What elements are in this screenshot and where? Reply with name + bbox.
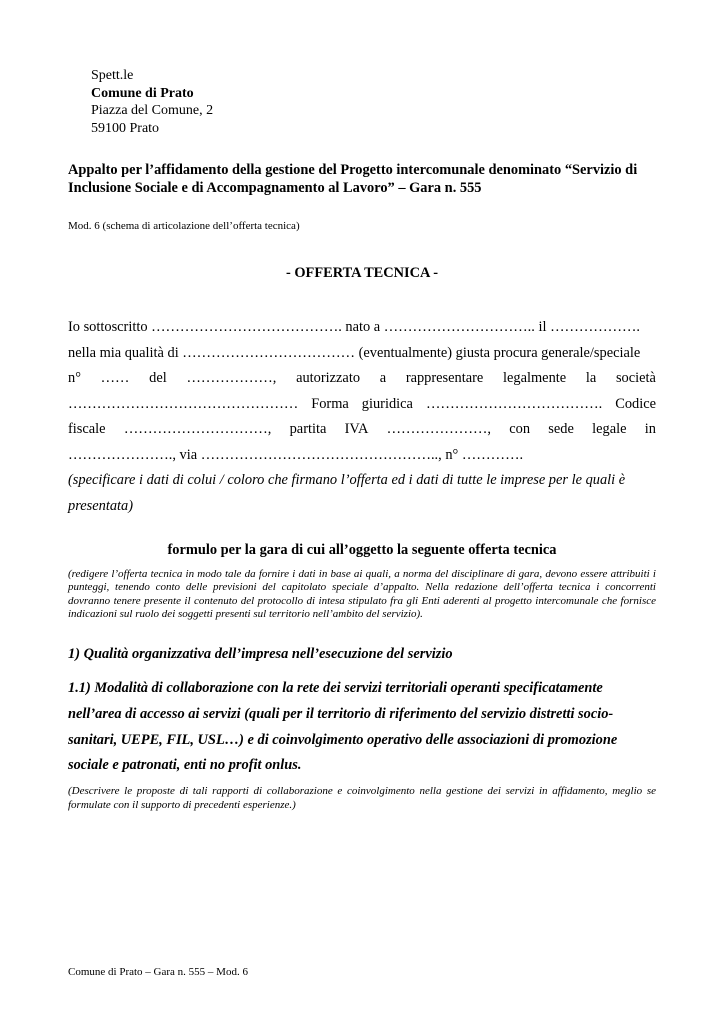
declaration-word: n° xyxy=(68,370,81,386)
declaration-word: società xyxy=(615,370,656,386)
declaration-word: autorizzato xyxy=(296,370,361,386)
declaration-word: con xyxy=(509,421,531,437)
declaration-word: fiscale xyxy=(68,421,106,437)
declaration-word: ………………………………. xyxy=(425,395,603,412)
subsection-line: sociale e patronati, enti no profit onlus. xyxy=(68,757,302,774)
declaration-word: rappresentare xyxy=(405,370,484,386)
declaration-line: Io sottoscritto …………………………………. nato a ………………………….. il ………………. xyxy=(68,319,641,335)
description-instructions: (Descrivere le proposte di tali rapporti di collaborazione e coinvolgimento nella gestione dei servizi in affidamento, meglio se formulate con il supporto di precedenti esperienze.) xyxy=(68,785,656,811)
offer-title: - OFFERTA TECNICA - xyxy=(285,265,439,281)
declaration-block xyxy=(68,315,656,519)
declaration-line: nella mia qualità di ……………………………… (eventualmente) giusta procura generale/speciale xyxy=(68,344,641,361)
declaration-line xyxy=(68,366,656,392)
declaration-word: …………………, xyxy=(386,421,491,437)
subsection-text: 1.1) Modalità di collaborazione con la rete dei servizi territoriali operanti specificatamente xyxy=(68,680,603,696)
specify-note: (specificare i dati di colui / coloro che firmano l’offerta ed i dati di tutte le imprese per le quali è presentata) xyxy=(68,472,626,514)
page-footer: Comune di Prato – Gara n. 555 – Mod. 6 xyxy=(68,966,248,978)
subsection-line xyxy=(68,676,656,702)
drafting-instructions: (redigere l’offerta tecnica in modo tale da fornire i dati in base ai quali, a norma del disciplinare di gara, devono essere attribuiti i punteggi, tenendo conto delle previsioni del capitolato speciale d’appalto. Nella redazione dell’offerta tecnica i concorrenti dovranno tenere presente il contenuto del protocollo di intesa stipulato fra gli Enti aderenti al progetto intercomunale che fornisce indicazioni sul ruolo dei soggetti presenti sul territorio nell’ambito del servizio). xyxy=(68,568,656,620)
mod-note: Mod. 6 (schema di articolazione dell’offerta tecnica) xyxy=(68,220,300,232)
declaration-word: sede xyxy=(548,421,574,437)
subsection-line: nell’area di accesso ai servizi (quali per il territorio di riferimento del servizio distretti socio- xyxy=(68,705,614,722)
declaration-word: la xyxy=(585,370,597,386)
offer-statement: formulo per la gara di cui all’oggetto la seguente offerta tecnica xyxy=(167,542,557,558)
declaration-word: giuridica xyxy=(361,395,413,412)
subject-heading: Appalto per l’affidamento della gestione del Progetto intercomunale denominato “Servizio di Inclusione Sociale e di Accompagnamento al Lavoro” – Gara n. 555 xyxy=(68,162,638,196)
declaration-word: IVA xyxy=(344,421,369,437)
declaration-word: in xyxy=(644,421,656,437)
address-street: Piazza del Comune, 2 xyxy=(91,103,214,118)
declaration-word: ………………………………………… xyxy=(68,395,299,412)
declaration-line xyxy=(68,417,656,443)
declaration-word: …… xyxy=(100,370,130,386)
subsection-line: sanitari, UEPE, FIL, USL…) e di coinvolgimento operativo delle associazioni di promozione xyxy=(68,731,618,748)
declaration-word: del xyxy=(149,370,167,386)
declaration-word: Codice xyxy=(615,395,656,412)
address-salutation: Spett.le xyxy=(91,68,134,83)
declaration-word: legalmente xyxy=(503,370,567,386)
recipient-address xyxy=(91,67,213,137)
section-heading: 1) Qualità organizzativa dell’impresa nell’esecuzione del servizio xyxy=(68,646,453,662)
declaration-word: ………………, xyxy=(186,370,277,386)
declaration-word: …………………………, xyxy=(123,421,272,437)
declaration-line xyxy=(68,392,656,418)
declaration-word: Forma xyxy=(311,395,349,412)
address-city: 59100 Prato xyxy=(91,120,160,136)
declaration-word: legale xyxy=(592,421,627,437)
declaration-word: a xyxy=(379,370,387,386)
declaration-word: partita xyxy=(289,421,327,437)
address-recipient: Comune di Prato xyxy=(91,85,194,101)
subsection-heading xyxy=(68,676,656,779)
declaration-line: …………………., via ………………………………………….., n° …………. xyxy=(68,446,524,463)
